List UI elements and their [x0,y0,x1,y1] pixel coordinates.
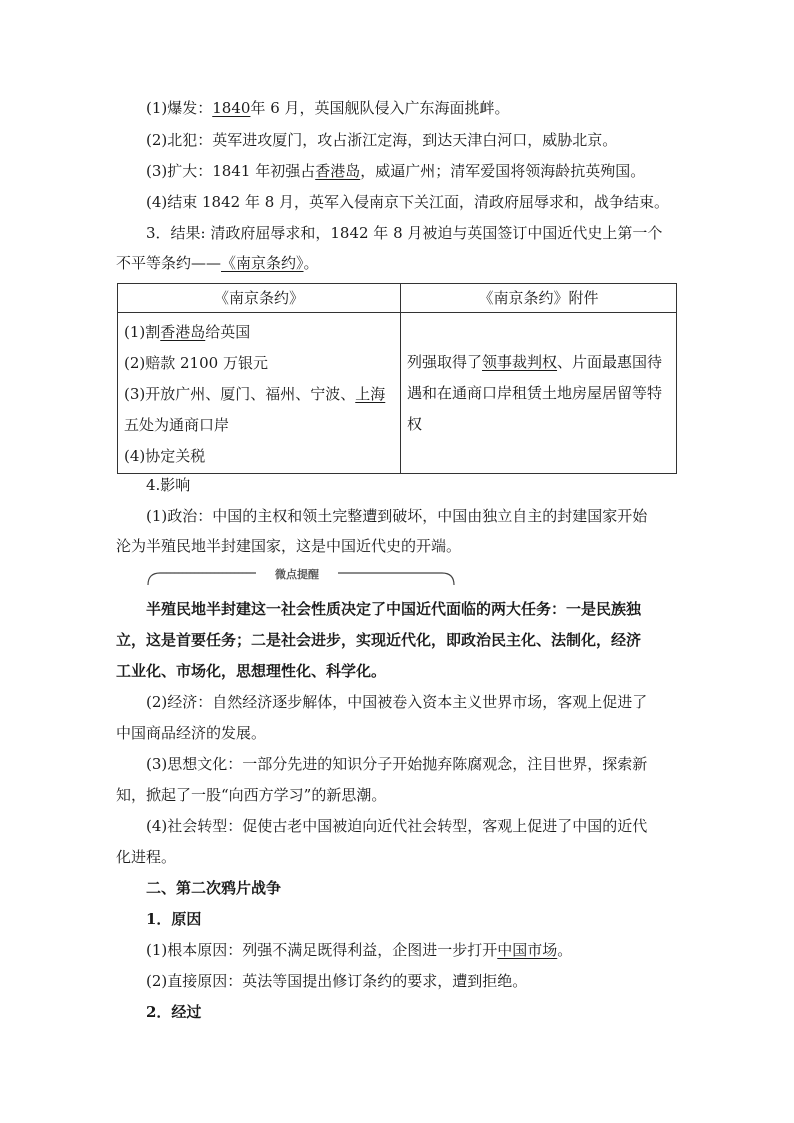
item1-rest: 给英国 [205,323,251,341]
root-prefix: (1)根本原因：列强不满足既得利益，企图进一步打开 [146,941,498,959]
politics-line-1: (1)政治：中国的主权和领土完整遭到破坏，中国由独立自主的封建国家开始 [146,507,648,525]
thought-line-2: 知，掀起了一股“向西方学习”的新思潮。 [116,786,387,804]
annex-term: 领事裁判权 [482,353,558,371]
result-end: 。 [303,254,319,272]
impact-heading: 4.影响 [146,476,191,494]
politics-line-2: 沦为半殖民地半封建国家，这是中国近代史的开端。 [116,537,462,555]
treaty-item-3-cont: 五处为通商口岸 [124,416,230,434]
tip-line-2: 立，这是首要任务；二是社会进步，实现近代化，即政治民主化、法制化，经济 [116,631,642,649]
result-prefix: 不平等条约—— [116,254,222,272]
treaty-table-header: 《南京条约》 [118,284,401,313]
process-heading: 2．经过 [146,1003,202,1021]
result-line-1: 3．结果: 清政府屈辱求和，1842 年 8 月被迫与英国签订中国近代史上第一个 [146,224,663,242]
treaty-item-1 [124,317,394,348]
tip-label: 微点提醒 [262,568,332,582]
treaty-item-4: (4)协定关税 [124,447,206,465]
item3-place: 上海 [355,385,386,403]
result-line-2 [116,253,686,273]
outbreak-year: 1840 [212,99,251,117]
social-line-2: 化进程。 [116,848,177,866]
treaty-name: 《南京条约》 [221,254,304,272]
treaty-terms-cell [118,313,401,474]
social-line-1: (4)社会转型：促使古老中国被迫向近代社会转型，客观上促进了中国的近代 [146,817,648,835]
direct-cause-line: (2)直接原因：英法等国提出修订条约的要求，遭到拒绝。 [146,972,528,990]
annex-rest: 、片面最惠国待遇和在通商口岸租赁土地房屋居留等特权 [407,353,663,433]
item1-place: 香港岛 [160,323,206,341]
economy-line-1: (2)经济：自然经济逐步解体，中国被卷入资本主义世界市场，客观上促进了 [146,693,648,711]
root-end: 。 [557,941,573,959]
item3-prefix: (3)开放广州、厦门、福州、宁波、 [124,385,356,403]
section-heading: 二、第二次鸦片战争 [146,879,282,897]
end-line: (4)结束 1842 年 8 月，英军入侵南京下关江面，清政府屈辱求和，战争结束。 [146,193,670,211]
outbreak-label: (1)爆发： [146,99,213,117]
treaty-annex-cell [401,313,677,474]
treaty-table-header: 《南京条约》附件 [401,284,677,313]
treaty-table [117,283,677,474]
treaty-table-row [118,313,677,474]
expand-label: (3)扩大：1841 年初强占 [146,162,316,180]
treaty-item-2: (2)赔款 2100 万银元 [124,354,268,372]
thought-line-1: (3)思想文化：一部分先进的知识分子开始抛弃陈腐观念，注目世界，探索新 [146,755,648,773]
outbreak-text: 年 6 月，英国舰队侵入广东海面挑衅。 [250,99,510,117]
tip-line-1: 半殖民地半封建这一社会性质决定了中国近代面临的两大任务：一是民族独 [146,600,642,618]
expand-place: 香港岛 [315,162,361,180]
tip-line-3: 工业化、市场化，思想理性化、科学化。 [116,662,387,680]
north-line: (2)北犯：英军进攻厦门，攻占浙江定海，到达天津白河口，威胁北京。 [146,131,618,149]
root-term: 中国市场 [497,941,558,959]
item1-prefix: (1)割 [124,323,161,341]
treaty-item-3 [124,379,394,410]
tip-banner [146,567,456,587]
causes-heading: 1．原因 [146,910,202,928]
expand-line [146,161,686,181]
expand-text: ，威逼广州；清军爱国将领海龄抗英殉国。 [360,162,646,180]
outbreak-line [146,98,686,118]
treaty-table-header-row [118,284,677,313]
annex-prefix: 列强取得了 [407,353,483,371]
annex-text [407,347,670,440]
root-cause-line [146,940,686,960]
economy-line-2: 中国商品经济的发展。 [116,724,267,742]
